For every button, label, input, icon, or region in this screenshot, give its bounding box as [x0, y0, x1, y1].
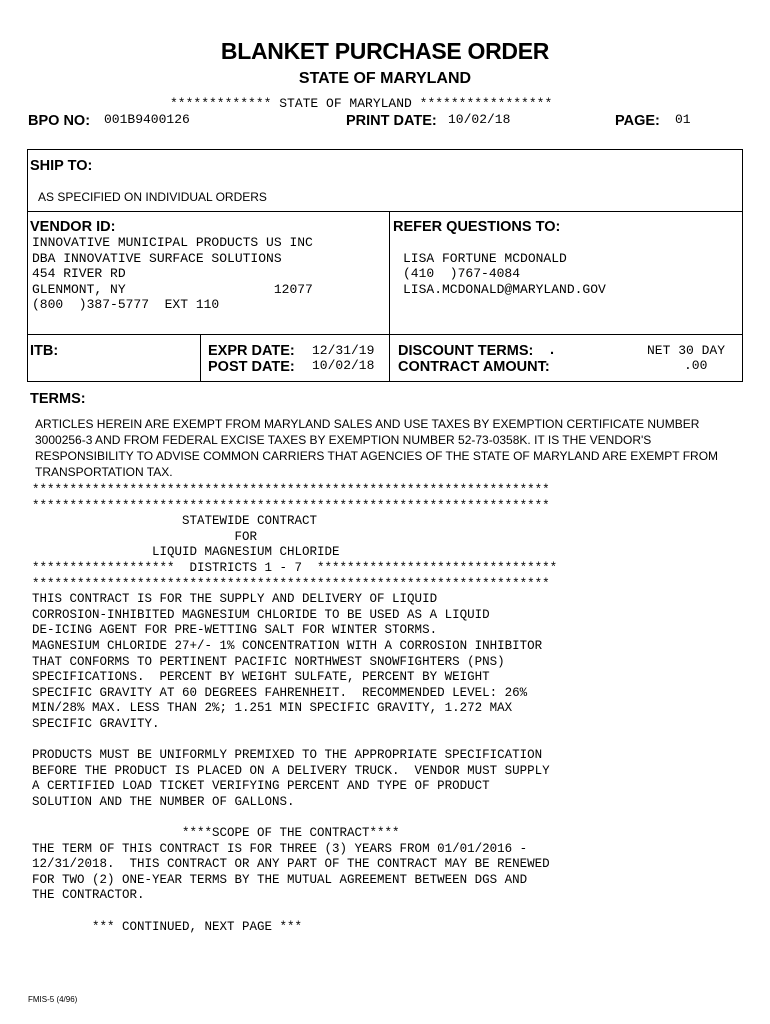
contract-text-line: THAT CONFORMS TO PERTINENT PACIFIC NORTHWEST SNOWFIGHTERS (PNS)	[32, 654, 505, 669]
contract-text-line	[32, 733, 557, 749]
vendor-line: GLENMONT, NY 12077	[32, 282, 313, 297]
contract-text-line: LIQUID MAGNESIUM CHLORIDE	[32, 545, 340, 560]
page-label: PAGE:	[615, 113, 660, 129]
page-value: 01	[675, 112, 691, 127]
contract-text-line: ******************* DISTRICTS 1 - 7 ********************************	[32, 560, 558, 575]
contract-text-line: A CERTIFIED LOAD TICKET VERIFYING PERCENT AND TYPE OF PRODUCT	[32, 779, 490, 794]
contract-text-line: *********************************************************************	[32, 498, 550, 513]
contract-amount-label: CONTRACT AMOUNT:	[398, 359, 550, 375]
itb-divider	[200, 334, 201, 382]
ship-to-divider	[27, 211, 743, 212]
print-date-value: 10/02/18	[448, 112, 511, 127]
contact-email: LISA.MCDONALD@MARYLAND.GOV	[403, 282, 606, 297]
contract-text-line: SPECIFICATIONS. PERCENT BY WEIGHT SULFATE, PERCENT BY WEIGHT	[32, 670, 490, 685]
post-date-value: 10/02/18	[312, 358, 375, 373]
contact-phone: (410 )767-4084	[403, 266, 521, 281]
contract-text-line: *** CONTINUED, NEXT PAGE ***	[32, 919, 303, 934]
contract-text-line	[32, 810, 557, 826]
contract-text-line: THE TERM OF THIS CONTRACT IS FOR THREE (3) YEARS FROM 01/01/2016 -	[32, 841, 528, 856]
contract-text-line: STATEWIDE CONTRACT	[32, 514, 318, 529]
vendor-line: DBA INNOVATIVE SURFACE SOLUTIONS	[32, 251, 282, 266]
contract-text-line: THIS CONTRACT IS FOR THE SUPPLY AND DELIVERY OF LIQUID	[32, 592, 438, 607]
terms-label: TERMS:	[30, 391, 86, 407]
refer-questions-label: REFER QUESTIONS TO:	[393, 219, 561, 235]
contract-text-line: FOR	[32, 529, 258, 544]
contract-text-line: SPECIFIC GRAVITY.	[32, 716, 160, 731]
discount-terms-value: NET 30 DAY	[647, 343, 726, 358]
vendor-line: (800 )387-5777 EXT 110	[32, 297, 220, 312]
column-divider	[389, 211, 390, 382]
vendor-line: INNOVATIVE MUNICIPAL PRODUCTS US INC	[32, 235, 313, 250]
form-number: FMIS-5 (4/96)	[28, 995, 78, 1004]
expr-date-label: EXPR DATE:	[208, 343, 295, 359]
contract-text-line: MAGNESIUM CHLORIDE 27+/- 1% CONCENTRATION WITH A CORROSION INHIBITOR	[32, 638, 543, 653]
bpo-number-label: BPO NO:	[28, 113, 91, 129]
contract-text-line: BEFORE THE PRODUCT IS PLACED ON A DELIVERY TRUCK. VENDOR MUST SUPPLY	[32, 763, 550, 778]
contact-name: LISA FORTUNE MCDONALD	[403, 251, 567, 266]
contract-text-line: PRODUCTS MUST BE UNIFORMLY PREMIXED TO THE APPROPRIATE SPECIFICATION	[32, 748, 543, 763]
contract-text-line: *********************************************************************	[32, 483, 550, 497]
contract-description	[32, 483, 557, 935]
contract-amount-value: .00	[684, 358, 708, 373]
terms-text: ARTICLES HEREIN ARE EXEMPT FROM MARYLAND SALES AND USE TAXES BY EXEMPTION CERTIFICATE NUMBER 3000256-3 AND FROM FEDERAL EXCISE TAXES BY EXEMPTION NUMBER 52-73-0358K. IT IS THE VENDOR'S RESPONSIBILITY TO ADVISE COMMON CARRIERS THAT AGENCIES OF THE STATE OF MARYLAND ARE EXEMPT FROM TRANSPORTATION TAX.	[35, 417, 719, 479]
contract-text-line: DE-ICING AGENT FOR PRE-WETTING SALT FOR WINTER STORMS.	[32, 623, 438, 638]
discount-terms-dot: .	[550, 342, 555, 358]
bpo-number-value: 001B9400126	[104, 112, 190, 127]
contract-text-line: FOR TWO (2) ONE-YEAR TERMS BY THE MUTUAL AGREEMENT BETWEEN DGS AND	[32, 872, 528, 887]
contract-text-line: THE CONTRACTOR.	[32, 888, 145, 903]
document-subtitle: STATE OF MARYLAND	[298, 70, 472, 87]
vendor-divider	[27, 334, 743, 335]
post-date-label: POST DATE:	[208, 359, 295, 375]
contract-text-line: MIN/28% MAX. LESS THAN 2%; 1.251 MIN SPECIFIC GRAVITY, 1.272 MAX	[32, 701, 513, 716]
state-banner: ************* STATE OF MARYLAND *****************	[170, 96, 553, 111]
contract-text-line: 12/31/2018. THIS CONTRACT OR ANY PART OF THE CONTRACT MAY BE RENEWED	[32, 857, 550, 872]
ship-to-label: SHIP TO:	[30, 158, 93, 174]
itb-label: ITB:	[30, 343, 59, 359]
discount-terms-label: DISCOUNT TERMS:	[398, 343, 534, 359]
contract-text-line: ****SCOPE OF THE CONTRACT****	[32, 826, 400, 841]
ship-to-value: AS SPECIFIED ON INDIVIDUAL ORDERS	[38, 190, 267, 204]
contract-text-line: SOLUTION AND THE NUMBER OF GALLONS.	[32, 794, 295, 809]
contract-text-line: CORROSION-INHIBITED MAGNESIUM CHLORIDE TO BE USED AS A LIQUID	[32, 607, 490, 622]
contract-text-line: SPECIFIC GRAVITY AT 60 DEGREES FAHRENHEIT. RECOMMENDED LEVEL: 26%	[32, 685, 528, 700]
vendor-id-label: VENDOR ID:	[30, 219, 116, 235]
vendor-line: 454 RIVER RD	[32, 266, 126, 281]
contract-text-line	[32, 904, 557, 920]
expr-date-value: 12/31/19	[312, 343, 375, 358]
print-date-label: PRINT DATE:	[346, 113, 437, 129]
contract-text-line: *********************************************************************	[32, 576, 550, 591]
document-title: BLANKET PURCHASE ORDER	[220, 38, 550, 64]
